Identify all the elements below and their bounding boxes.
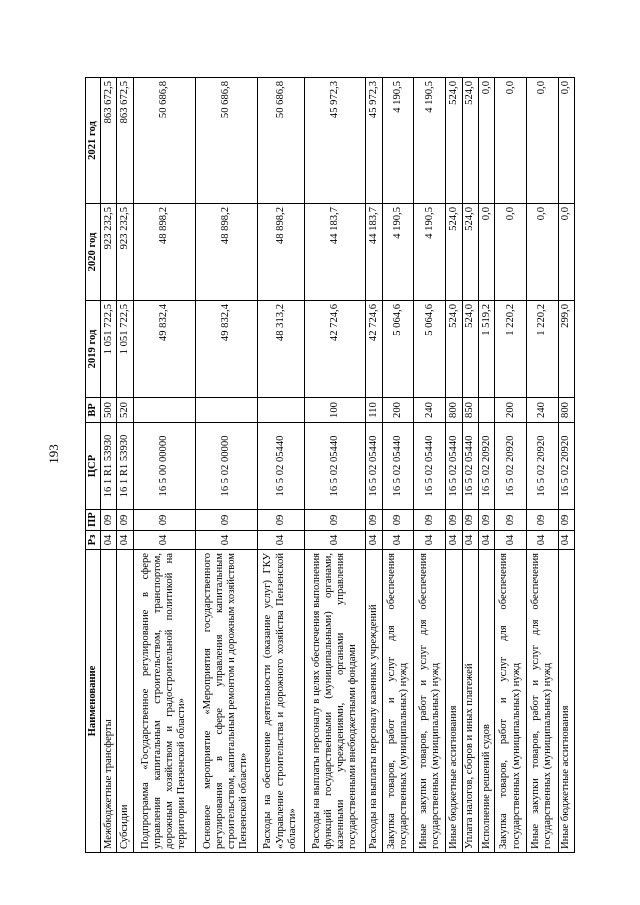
row-rz: 04: [478, 531, 494, 550]
table-row: [101, 78, 117, 853]
row-name: Иные закупки товаров, работ и услуг для обеспечения государственных (муниципальных) нужд: [526, 550, 558, 853]
row-name: Субсидии: [117, 550, 133, 853]
row-2021: 0,0: [478, 78, 494, 204]
row-pr: 09: [558, 510, 574, 531]
row-csr: 16 1 R1 53930: [117, 423, 133, 510]
row-csr: 16 5 02 05440: [257, 423, 304, 510]
row-2020: 48 898,2: [195, 204, 257, 301]
row-2020: 0,0: [526, 204, 558, 301]
header-rz: Рз: [86, 531, 101, 550]
row-csr: 16 5 00 00000: [133, 423, 195, 510]
row-2020: 0,0: [558, 204, 574, 301]
table-row: [195, 78, 257, 853]
row-2019: 1 519,2: [478, 301, 494, 398]
row-2021: 863 672,5: [117, 78, 133, 204]
row-rz: 04: [304, 531, 366, 550]
row-vr: 800: [446, 398, 462, 423]
row-2020: 44 183,7: [304, 204, 366, 301]
row-pr: 09: [478, 510, 494, 531]
row-2021: 0,0: [526, 78, 558, 204]
row-csr: 16 5 02 05440: [414, 423, 446, 510]
row-pr: 09: [133, 510, 195, 531]
row-csr: 16 5 02 05440: [366, 423, 382, 510]
row-csr: 16 5 02 05440: [304, 423, 366, 510]
row-name: Иные бюджетные ассигнования: [446, 550, 462, 853]
row-2021: 524,0: [446, 78, 462, 204]
row-pr: 09: [117, 510, 133, 531]
page-number: 193: [46, 444, 61, 464]
row-2020: 48 898,2: [257, 204, 304, 301]
row-2020: 4 190,5: [414, 204, 446, 301]
row-2021: 0,0: [495, 78, 527, 204]
table-header-row: [86, 78, 101, 853]
row-vr: 240: [526, 398, 558, 423]
row-2021: 863 672,5: [101, 78, 117, 204]
row-2020: 4 190,5: [382, 204, 414, 301]
row-2019: 299,0: [558, 301, 574, 398]
header-pr: ПР: [86, 510, 101, 531]
row-rz: 04: [462, 531, 478, 550]
table-row: [414, 78, 446, 853]
row-rz: 04: [101, 531, 117, 550]
row-name: Расходы на выплаты персоналу в целях обеспечения выполнения функций государственными (муниципальными) органами, казенными учреждениями, органами управления государственными внебюджетными фондами: [304, 550, 366, 853]
row-name: Основное мероприятие «Мероприятия государственного регулирования в сфере управления капитальным строительством, капитальным ремонтом и дорожным хозяйством Пензенской области»: [195, 550, 257, 853]
row-2021: 524,0: [462, 78, 478, 204]
table-row: [462, 78, 478, 853]
row-vr: [195, 398, 257, 423]
table-row: [257, 78, 304, 853]
row-2019: 42 724,6: [304, 301, 366, 398]
row-csr: 16 5 02 20920: [526, 423, 558, 510]
row-name: Расходы на обеспечение деятельности (оказание услуг) ГКУ «Управление строительства и дорожного хозяйства Пензенской области»: [257, 550, 304, 853]
header-2020: 2020 год: [86, 204, 101, 301]
row-2019: 524,0: [446, 301, 462, 398]
table-row: [366, 78, 382, 853]
row-vr: 520: [117, 398, 133, 423]
table-row: [558, 78, 574, 853]
row-rz: 04: [558, 531, 574, 550]
row-2020: 923 232,5: [101, 204, 117, 301]
row-csr: 16 1 R1 53930: [101, 423, 117, 510]
rotated-table-container: [85, 78, 575, 853]
header-name: Наименование: [86, 550, 101, 853]
row-2021: 50 686,8: [133, 78, 195, 204]
row-2019: 42 724,6: [366, 301, 382, 398]
table-row: [478, 78, 494, 853]
table-row: [133, 78, 195, 853]
row-2021: 0,0: [558, 78, 574, 204]
row-rz: 04: [257, 531, 304, 550]
table-row: [526, 78, 558, 853]
row-2021: 45 972,3: [366, 78, 382, 204]
row-2020: 48 898,2: [133, 204, 195, 301]
header-2021: 2021 год: [86, 78, 101, 204]
row-vr: [478, 398, 494, 423]
row-2020: 44 183,7: [366, 204, 382, 301]
row-2021: 50 686,8: [195, 78, 257, 204]
row-pr: 09: [446, 510, 462, 531]
row-2019: 5 064,6: [382, 301, 414, 398]
row-csr: 16 5 02 05440: [446, 423, 462, 510]
row-name: Межбюджетные трансферты: [101, 550, 117, 853]
row-pr: 09: [366, 510, 382, 531]
header-csr: ЦСР: [86, 423, 101, 510]
row-vr: [133, 398, 195, 423]
row-csr: 16 5 02 20920: [495, 423, 527, 510]
row-rz: 04: [526, 531, 558, 550]
row-2019: 48 313,2: [257, 301, 304, 398]
row-csr: 16 5 02 05440: [462, 423, 478, 510]
row-pr: 09: [257, 510, 304, 531]
row-2019: 5 064,6: [414, 301, 446, 398]
row-2019: 49 832,4: [195, 301, 257, 398]
row-vr: 500: [101, 398, 117, 423]
row-pr: 09: [462, 510, 478, 531]
row-2020: 0,0: [495, 204, 527, 301]
row-name: Исполнение решений судов: [478, 550, 494, 853]
row-name: Закупка товаров, работ и услуг для обеспечения государственных (муниципальных) нужд: [382, 550, 414, 853]
row-rz: 04: [414, 531, 446, 550]
row-pr: 09: [195, 510, 257, 531]
row-name: Иные закупки товаров, работ и услуг для обеспечения государственных (муниципальных) нужд: [414, 550, 446, 853]
row-vr: 100: [304, 398, 366, 423]
row-rz: 04: [495, 531, 527, 550]
table-row: [382, 78, 414, 853]
row-pr: 09: [382, 510, 414, 531]
row-pr: 09: [414, 510, 446, 531]
header-2019: 2019 год: [86, 301, 101, 398]
row-2021: 50 686,8: [257, 78, 304, 204]
row-2019: 1 220,2: [526, 301, 558, 398]
header-vr: ВР: [86, 398, 101, 423]
row-vr: 200: [382, 398, 414, 423]
row-name: Закупка товаров, работ и услуг для обеспечения государственных (муниципальных) нужд: [495, 550, 527, 853]
row-name: Расходы на выплаты персоналу казенных учреждений: [366, 550, 382, 853]
row-rz: 04: [133, 531, 195, 550]
row-name: Уплата налогов, сборов и иных платежей: [462, 550, 478, 853]
table-row: [495, 78, 527, 853]
row-pr: 09: [101, 510, 117, 531]
row-2019: 1 051 722,5: [101, 301, 117, 398]
row-2020: 923 232,5: [117, 204, 133, 301]
row-2021: 4 190,5: [414, 78, 446, 204]
row-2019: 49 832,4: [133, 301, 195, 398]
row-rz: 04: [382, 531, 414, 550]
row-2020: 0,0: [478, 204, 494, 301]
row-pr: 09: [526, 510, 558, 531]
budget-table: [85, 77, 575, 853]
row-vr: 200: [495, 398, 527, 423]
table-row: [117, 78, 133, 853]
table-row: [304, 78, 366, 853]
table-row: [446, 78, 462, 853]
row-rz: 04: [117, 531, 133, 550]
row-name: Подпрограмма «Государственное регулирование в сфере управления капитальным строительством, транспортом, дорожным хозяйством и градостроительной политикой на территории Пензенской области»: [133, 550, 195, 853]
row-vr: 110: [366, 398, 382, 423]
row-pr: 09: [495, 510, 527, 531]
row-2019: 524,0: [462, 301, 478, 398]
row-pr: 09: [304, 510, 366, 531]
row-vr: [257, 398, 304, 423]
row-2019: 1 051 722,5: [117, 301, 133, 398]
row-2019: 1 220,2: [495, 301, 527, 398]
row-csr: 16 5 02 20920: [558, 423, 574, 510]
row-vr: 850: [462, 398, 478, 423]
row-2021: 4 190,5: [382, 78, 414, 204]
row-2020: 524,0: [446, 204, 462, 301]
row-2020: 524,0: [462, 204, 478, 301]
row-csr: 16 5 02 20920: [478, 423, 494, 510]
row-rz: 04: [195, 531, 257, 550]
row-name: Иные бюджетные ассигнования: [558, 550, 574, 853]
row-vr: 240: [414, 398, 446, 423]
row-csr: 16 5 02 00000: [195, 423, 257, 510]
row-rz: 04: [366, 531, 382, 550]
row-rz: 04: [446, 531, 462, 550]
row-2021: 45 972,3: [304, 78, 366, 204]
row-csr: 16 5 02 05440: [382, 423, 414, 510]
row-vr: 800: [558, 398, 574, 423]
